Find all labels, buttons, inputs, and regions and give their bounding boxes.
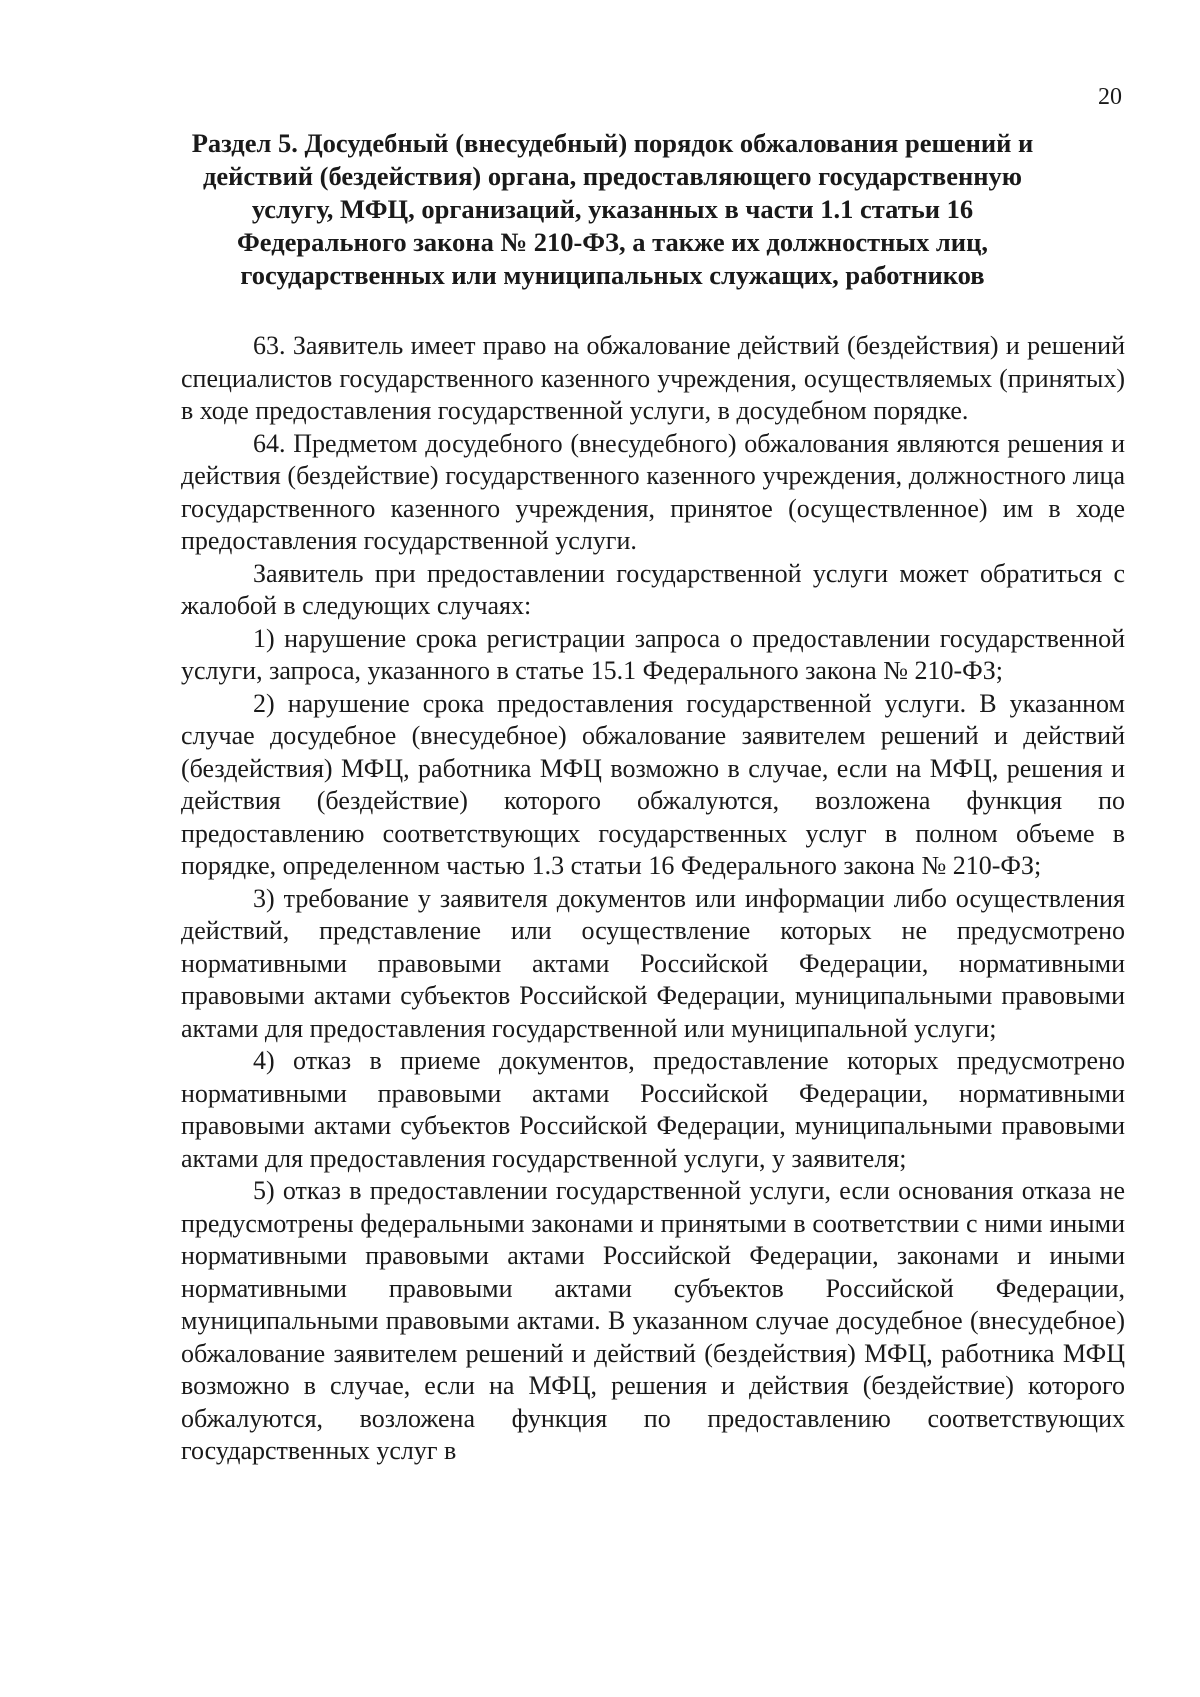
list-item-2: 2) нарушение срока предоставления государственной услуги. В указанном случае досудебное (внесудебное) обжалование заявителем решений и действий (бездействия) МФЦ, работника МФЦ возможно в случае, если на МФЦ, решения и действия (бездействие) которого обжалуются, возложена функция по предоставлению соответствующих государственных услуг в полном объеме в порядке, определенном частью 1.3 статьи 16 Федерального закона № 210-ФЗ; xyxy=(181,688,1125,880)
page-number: 20 xyxy=(1098,84,1122,110)
paragraph-64: 64. Предметом досудебного (внесудебного) обжалования являются решения и действия (бездействие) государственного казенного учреждения, должностного лица государственного казенного учреждения, принятое (осуществленное) им в ходе предоставления государственной услуги. xyxy=(181,428,1125,555)
list-item-4: 4) отказ в приеме документов, предоставление которых предусмотрено нормативными правовыми актами Российской Федерации, нормативными правовыми актами субъектов Российской Федерации, муниципальными правовыми актами для предоставления государственной услуги, у заявителя; xyxy=(181,1046,1125,1173)
body-text xyxy=(181,330,1125,1468)
list-item-1: 1) нарушение срока регистрации запроса о предоставлении государственной услуги, запроса, указанного в статье 15.1 Федерального закона № 210-ФЗ; xyxy=(181,623,1125,685)
section-title: Раздел 5. Досудебный (внесудебный) порядок обжалования решений и действий (бездействия) органа, предоставляющего государственную услугу, МФЦ, организаций, указанных в части 1.1 статьи 16 Федерального закона № 210-ФЗ, а также их должностных лиц, государственных или муниципальных служащих, работников xyxy=(191,128,1034,290)
list-item-3: 3) требование у заявителя документов или информации либо осуществления действий, представление или осуществление которых не предусмотрено нормативными правовыми актами Российской Федерации, нормативными правовыми актами субъектов Российской Федерации, муниципальными правовыми актами для предоставления государственной или муниципальной услуги; xyxy=(181,883,1125,1043)
paragraph-63: 63. Заявитель имеет право на обжалование действий (бездействия) и решений специалистов государственного казенного учреждения, осуществляемых (принятых) в ходе предоставления государственной услуги, в досудебном порядке. xyxy=(181,331,1125,425)
paragraph-complaint-cases-intro: Заявитель при предоставлении государственной услуги может обратиться с жалобой в следующих случаях: xyxy=(181,558,1125,620)
list-item-5: 5) отказ в предоставлении государственной услуги, если основания отказа не предусмотрены федеральными законами и принятыми в соответствии с ними иными нормативными правовыми актами Российской Федерации, законами и иными нормативными правовыми актами субъектов Российской Федерации, муниципальными правовыми актами. В указанном случае досудебное (внесудебное) обжалование заявителем решений и действий (бездействия) МФЦ, работника МФЦ возможно в случае, если на МФЦ, решения и действия (бездействие) которого обжалуются, возложена функция по предоставлению соответствующих государственных услуг в xyxy=(181,1176,1125,1465)
